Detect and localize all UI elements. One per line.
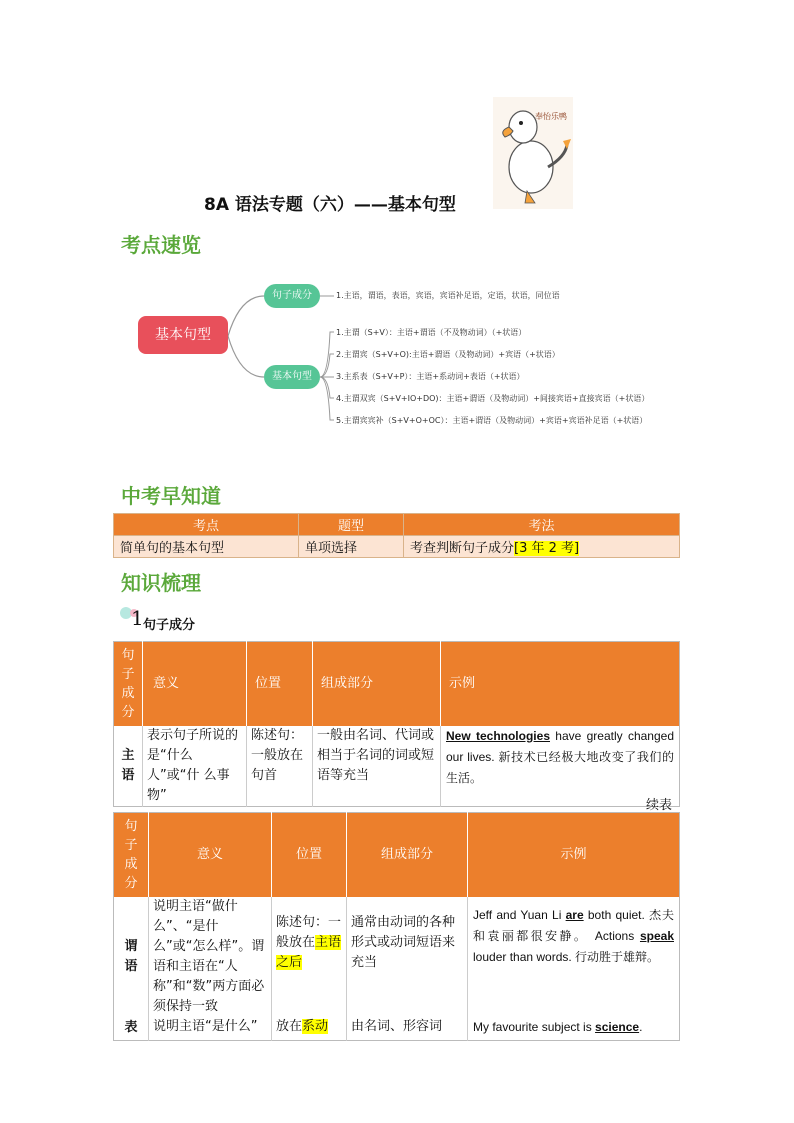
duck-logo [493, 97, 573, 209]
mindmap-branch-sentence-parts: 句子成分 [264, 284, 320, 308]
section-heading-overview: 考点速览 [121, 233, 201, 257]
exam-cell-point: 简单句的基本句型 [114, 536, 299, 558]
example-2-underlined: speak [639, 928, 674, 943]
exam-table [113, 513, 680, 558]
example-text: My favourite subject is [473, 1019, 596, 1034]
position-highlight: 系动 [302, 1018, 329, 1034]
row-predicative-parts: 由名词、形容词 [347, 1017, 468, 1041]
exam-frequency: [3 年 2 考] [514, 541, 580, 556]
example-rest: . [639, 1019, 643, 1034]
mindmap-root: 基本句型 [138, 316, 228, 354]
row-predicative-meaning: 说明主语“是什么” [149, 1017, 272, 1041]
continued-label: 续表 [646, 798, 673, 813]
header-meaning: 意义 [143, 642, 247, 726]
header-meaning: 意义 [149, 813, 272, 897]
example-rest: have greatly changed our lives. 新技术已经极大地改变了我们的生活。 [446, 728, 674, 785]
mindmap-branch1-item: 1.主语，谓语，表语，宾语，宾语补足语，定语，状语，同位语 [336, 291, 560, 300]
row-subject-meaning: 表示句子所说的 是“什么人”或“什 么事物” [143, 726, 247, 807]
example-1-text: Jeff and Yuan Li [473, 907, 566, 922]
sentence-parts-table-2 [113, 812, 680, 1041]
row-predicate-name: 谓 语 [114, 897, 149, 1017]
header-composition: 组成部分 [347, 813, 468, 897]
mindmap-branch-basic-patterns: 基本句型 [264, 365, 320, 389]
exam-header-method: 考法 [404, 514, 680, 536]
mind-map [130, 270, 670, 440]
exam-method-text: 考查判断句子成分 [410, 541, 515, 556]
row-subject-example [441, 726, 680, 807]
header-composition: 组成部分 [313, 642, 441, 726]
exam-header-point: 考点 [114, 514, 299, 536]
sentence-parts-table-1 [113, 641, 680, 807]
row-predicative-example [468, 1017, 680, 1041]
example-2-text: Actions [594, 928, 640, 943]
header-example: 示例 [468, 813, 680, 897]
subsection-number: 1 [131, 606, 144, 630]
mindmap-item: 3.主系表（S+V+P）：主语+系动词+表语（+状语） [336, 372, 525, 381]
exam-header-type: 题型 [299, 514, 404, 536]
mindmap-item: 2.主谓宾（S+V+O):主语+谓语（及物动词）+宾语（+状语） [336, 350, 560, 359]
row-predicate-meaning: 说明主语“做什么”、“是什么”或“怎么样”。谓语和主语在“人称”和“数”两方面必须保持一致 [149, 897, 272, 1017]
section-heading-knowledge: 知识梳理 [121, 571, 201, 595]
subsection-title: 句子成分 [143, 618, 196, 633]
header-part: 句 子 成 分 [114, 813, 149, 897]
example-underlined: science [595, 1019, 640, 1034]
position-highlight: 主语之后 [276, 934, 342, 970]
row-predicative-position [272, 1017, 347, 1041]
exam-cell-method [404, 536, 680, 558]
mindmap-item: 1.主谓（S+V）：主语+谓语（不及物动词）（+状语） [336, 328, 527, 337]
row-predicate-position [272, 897, 347, 1017]
document-title: 8A 语法专题（六）——基本句型 [204, 195, 456, 215]
example-1-underlined: are [565, 907, 584, 922]
row-predicate-example [468, 897, 680, 1017]
example-underlined: New technologies [446, 728, 550, 743]
row-predicative-name: 表 [114, 1017, 149, 1041]
exam-cell-type: 单项选择 [299, 536, 404, 558]
row-predicate-parts: 通常由动词的各种形式或动词短语来充当 [347, 897, 468, 1017]
logo-text: 奉怡乐鸭 [535, 112, 567, 121]
section-heading-exam: 中考早知道 [121, 484, 221, 508]
header-example: 示例 [441, 642, 680, 726]
header-part: 句 子 成 分 [114, 642, 143, 726]
row-subject-position: 陈述句：一般放在句首 [247, 726, 313, 807]
row-subject-parts: 一般由名词、代词或相当于名词的词或短语等充当 [313, 726, 441, 807]
position-text: 放在 [276, 1018, 303, 1034]
header-position: 位置 [272, 813, 347, 897]
position-text: 陈述句：一般放在 [276, 914, 342, 950]
example-1-rest: both quiet. 杰夫和袁丽都很安静。 [473, 907, 674, 943]
header-position: 位置 [247, 642, 313, 726]
row-subject-name: 主 语 [114, 726, 143, 807]
mindmap-item: 5.主谓宾宾补（S+V+O+OC）：主语+谓语（及物动词）+宾语+宾语补足语（+状语） [336, 416, 648, 425]
mindmap-item: 4.主谓双宾（S+V+IO+DO)：主语+谓语（及物动词）+间接宾语+直接宾语（+状语） [336, 394, 650, 403]
example-2-rest: louder than words. 行动胜于雄辩。 [473, 949, 660, 964]
